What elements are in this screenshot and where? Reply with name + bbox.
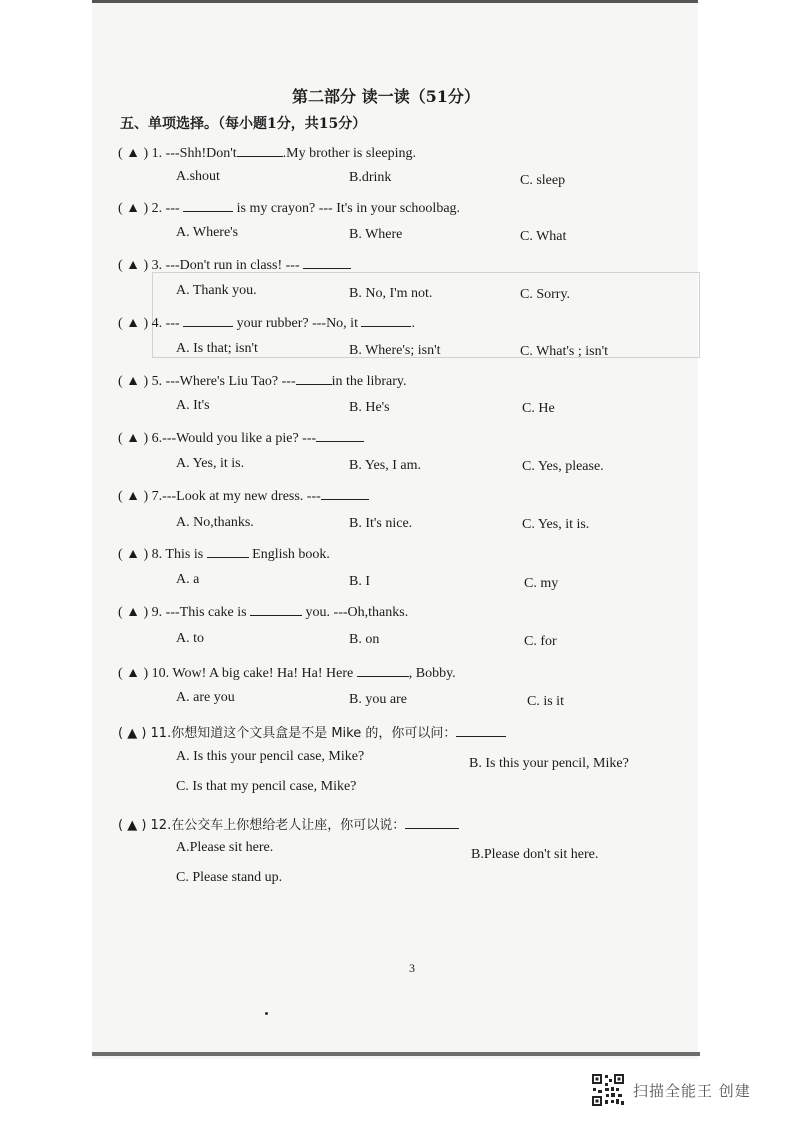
question-stem: ( ▲ ) 11.你想知道这个文具盒是不是 Mike 的，你可以问： — [118, 726, 457, 741]
option-b: B. Where's; isn't — [349, 343, 441, 358]
option-c: C. Yes, it is. — [522, 517, 590, 532]
question-4 — [118, 313, 415, 332]
sheet-bottom-edge — [92, 1052, 700, 1056]
answer-blank — [296, 371, 332, 385]
option-a: A. It's — [176, 398, 210, 413]
question-3 — [118, 255, 351, 274]
answer-blank — [321, 486, 369, 500]
answer-blank — [207, 544, 249, 558]
option-a: A. Where's — [176, 225, 239, 240]
option-c: C. is it — [527, 694, 564, 709]
option-b: B. I — [349, 574, 370, 589]
question-9 — [118, 602, 408, 621]
option-a: A. Yes, it is. — [176, 456, 245, 471]
scanner-watermark — [591, 1073, 751, 1107]
qr-code-icon — [591, 1073, 625, 1107]
question-stem: ( ▲ ) 8. This is — [118, 547, 204, 562]
option-a: A.shout — [176, 169, 220, 184]
option-c: C. Is that my pencil case, Mike? — [176, 779, 357, 794]
option-b: B.drink — [349, 170, 392, 185]
answer-blank — [183, 198, 233, 212]
section-heading: 五、单项选择。（每小题1分，共15分） — [120, 116, 367, 132]
option-b: B. on — [349, 632, 380, 647]
speck — [265, 1012, 268, 1015]
option-c: C. What — [520, 229, 567, 244]
question-11 — [118, 722, 506, 742]
answer-blank — [456, 723, 506, 737]
option-c: C. Yes, please. — [522, 459, 604, 474]
question-stem-end: in the library. — [331, 374, 407, 389]
option-c: C. He — [522, 401, 555, 416]
option-b: B. Yes, I am. — [349, 458, 421, 473]
answer-blank — [183, 313, 233, 327]
option-a: A.Please sit here. — [176, 840, 274, 855]
question-7 — [118, 486, 369, 505]
option-b: B. He's — [349, 400, 390, 415]
question-stem-end: English book. — [252, 547, 330, 562]
question-stem-end: , Bobby. — [408, 666, 456, 681]
question-6 — [118, 428, 364, 447]
option-b: B. It's nice. — [349, 516, 413, 531]
option-c: C. my — [524, 576, 559, 591]
option-c: C. What's ; isn't — [520, 344, 609, 359]
question-stem: ( ▲ ) 1. ---Shh!Don't — [118, 146, 237, 161]
option-c: C. sleep — [520, 173, 566, 188]
answer-blank — [361, 313, 411, 327]
question-stem: ( ▲ ) 7.---Look at my new dress. --- — [118, 489, 321, 504]
option-a: A. No,thanks. — [176, 515, 254, 530]
option-a: A. Is this your pencil case, Mike? — [176, 749, 365, 764]
option-c: C. Sorry. — [520, 287, 571, 302]
part-title: 第二部分 读一读（51分） — [292, 87, 480, 106]
option-a: A. to — [176, 631, 204, 646]
answer-blank — [405, 815, 459, 829]
question-5 — [118, 371, 407, 390]
question-8 — [118, 544, 330, 563]
page-number: 3 — [409, 961, 415, 975]
answer-blank — [357, 663, 409, 677]
answer-blank — [237, 143, 283, 157]
question-stem-end: . — [411, 316, 415, 331]
option-c: C. for — [524, 634, 557, 649]
watermark-text: 扫描全能王 创建 — [633, 1081, 751, 1100]
option-b: B. Is this your pencil, Mike? — [469, 756, 629, 771]
question-1 — [118, 143, 416, 162]
question-stem: ( ▲ ) 6.---Would you like a pie? --- — [118, 431, 317, 446]
question-10 — [118, 663, 456, 682]
option-b: B. No, I'm not. — [349, 286, 433, 301]
question-stem-mid: your rubber? ---No, it — [236, 316, 358, 331]
option-b: B. Where — [349, 227, 403, 242]
question-stem-end: is my crayon? --- It's in your schoolbag. — [236, 201, 461, 216]
question-2 — [118, 198, 460, 217]
option-b: B. you are — [349, 692, 407, 707]
option-a: A. a — [176, 572, 200, 587]
question-stem: ( ▲ ) 5. ---Where's Liu Tao? --- — [118, 374, 296, 389]
question-stem-end: .My brother is sleeping. — [282, 146, 417, 161]
question-stem-end: you. ---Oh,thanks. — [305, 605, 409, 620]
option-a: A. Thank you. — [176, 283, 257, 298]
option-a: A. Is that; isn't — [176, 341, 258, 356]
question-12 — [118, 814, 459, 834]
question-stem: ( ▲ ) 12.在公交车上你想给老人让座，你可以说： — [118, 818, 406, 833]
answer-blank — [250, 602, 302, 616]
answer-blank — [303, 255, 351, 269]
question-stem: ( ▲ ) 10. Wow! A big cake! Ha! Ha! Here — [118, 666, 354, 681]
question-stem: ( ▲ ) 3. ---Don't run in class! --- — [118, 258, 300, 273]
option-a: A. are you — [176, 690, 235, 705]
answer-blank — [316, 428, 364, 442]
question-stem: ( ▲ ) 9. ---This cake is — [118, 605, 247, 620]
option-c: C. Please stand up. — [176, 870, 283, 885]
question-stem: ( ▲ ) 2. --- — [118, 201, 180, 216]
question-stem: ( ▲ ) 4. --- — [118, 316, 180, 331]
option-b: B.Please don't sit here. — [471, 847, 599, 862]
